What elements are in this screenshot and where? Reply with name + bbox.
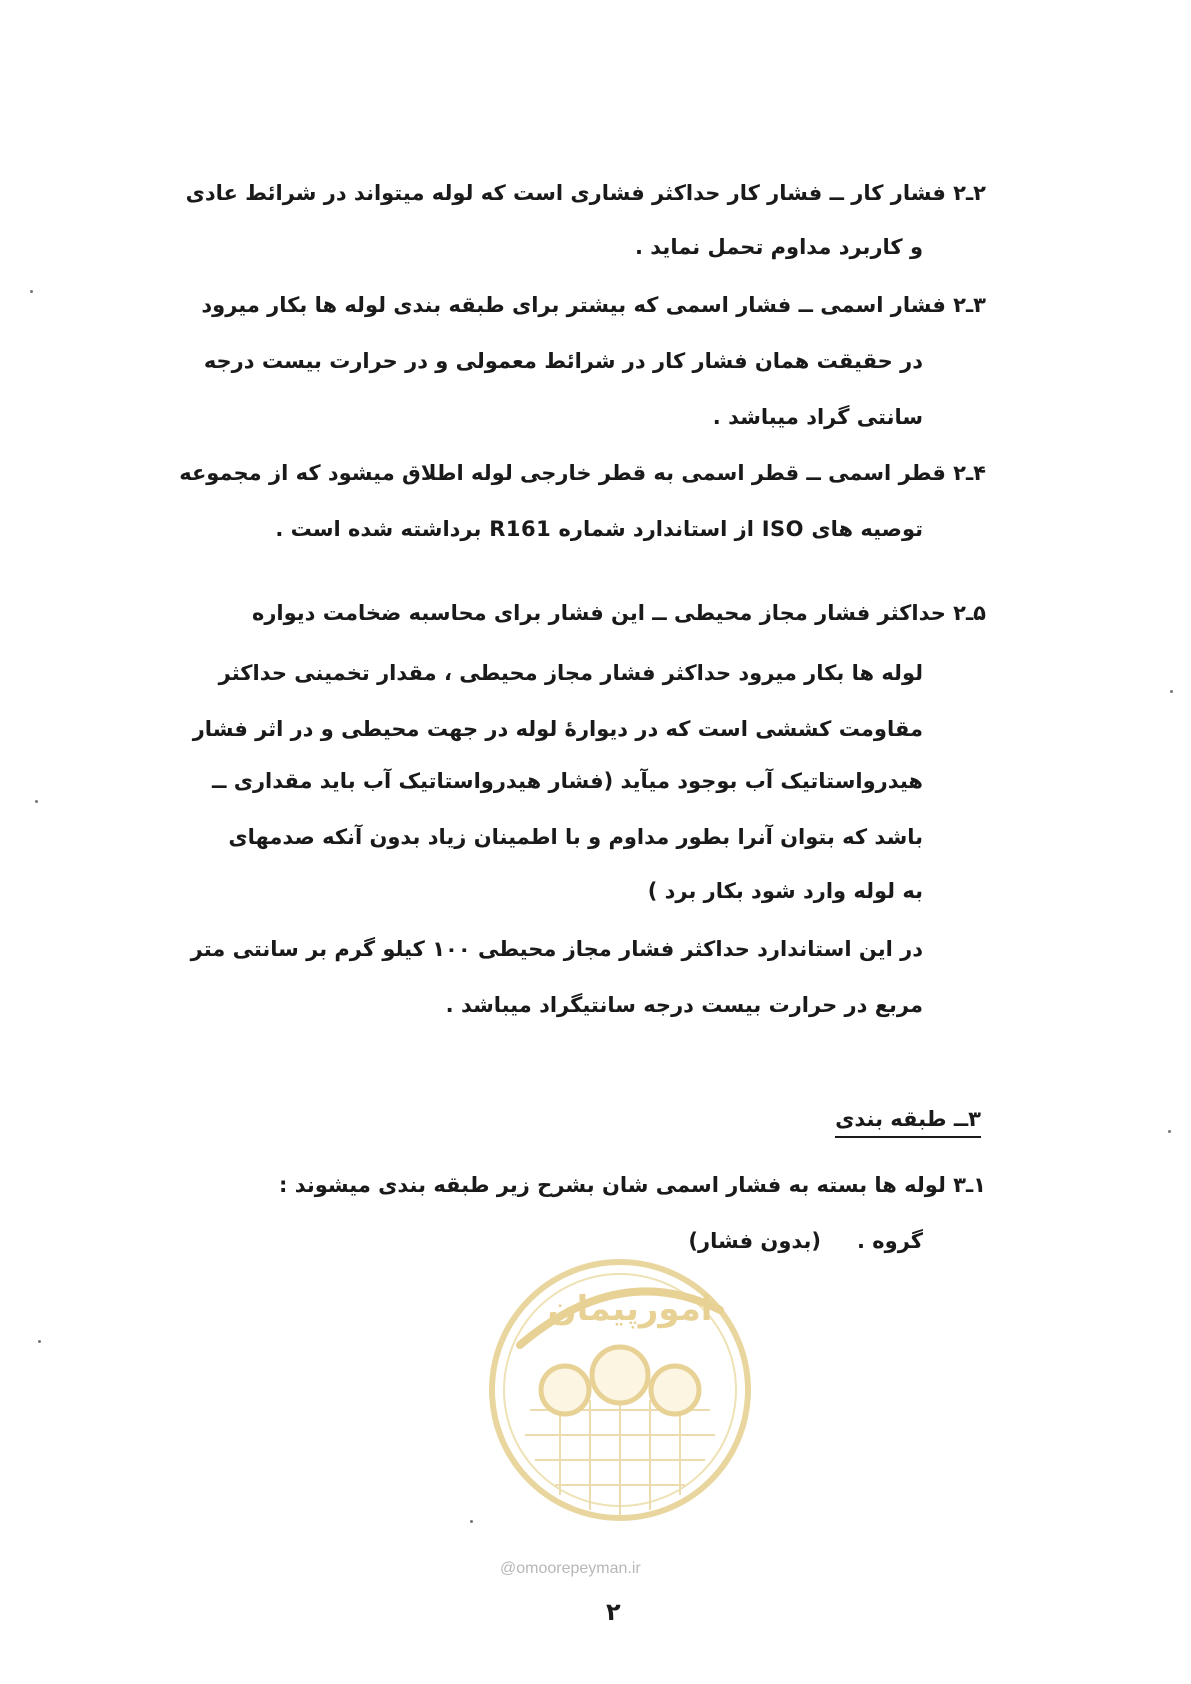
- text-line-5: سانتی گراد میباشد .: [712, 405, 923, 429]
- text-line-7: توصیه های ISO از استاندارد شماره R161 برداشته شده است .: [275, 517, 923, 541]
- text-line-10: مقاومت کششی است که در دیوارهٔ لوله در جهت محیطی و در اثر فشار: [192, 717, 923, 741]
- scan-speck: [1170, 690, 1173, 693]
- text-line-13: به لوله وارد شود بکار برد ): [647, 879, 923, 903]
- text-line-4: در حقیقت همان فشار کار در شرائط معمولی و در حرارت بیست درجه: [203, 349, 923, 373]
- scan-speck: [470, 1520, 473, 1523]
- section-heading: ۳ــ طبقه بندی: [835, 1104, 981, 1138]
- watermark-brand: امورپیمان: [547, 1289, 713, 1329]
- text-line-9: لوله ها بکار میرود حداکثر فشار مجاز محیطی ، مقدار تخمینی حداکثر: [218, 661, 923, 685]
- watermark-seal: [480, 1250, 760, 1534]
- scan-speck: [38, 1340, 41, 1343]
- classification-line: ۱ـ۳ لوله ها بسته به فشار اسمی شان بشرح زیر طبقه بندی میشوند :: [279, 1173, 986, 1197]
- scan-speck: [35, 800, 38, 803]
- scan-speck: [30, 290, 33, 293]
- text-line-14: در این استاندارد حداکثر فشار مجاز محیطی ۱۰۰ کیلو گرم بر سانتی متر: [190, 937, 923, 961]
- text-line-6: ۴ـ۲ قطر اسمی ــ قطر اسمی به قطر خارجی لوله اطلاق میشود که از مجموعه: [179, 461, 986, 485]
- text-line-11: هیدرواستاتیک آب بوجود میآید (فشار هیدرواستاتیک آب باید مقداری ــ: [212, 769, 923, 793]
- watermark-site: @omoorepeyman.ir: [500, 1560, 641, 1577]
- group-value: (بدون فشار): [688, 1229, 821, 1253]
- text-line-8: ۵ـ۲ حداکثر فشار مجاز محیطی ــ این فشار برای محاسبه ضخامت دیواره: [251, 601, 986, 625]
- text-line-2: و کاربرد مداوم تحمل نماید .: [635, 235, 923, 259]
- text-line-1: ۲ـ۲ فشار کار ــ فشار کار حداکثر فشاری است که لوله میتواند در شرائط عادی: [185, 181, 986, 205]
- text-line-15: مربع در حرارت بیست درجه سانتیگراد میباشد .: [445, 993, 923, 1017]
- page-number: ۲: [606, 1598, 621, 1626]
- scan-speck: [1168, 1130, 1171, 1133]
- text-line-12: باشد که بتوان آنرا بطور مداوم و با اطمینان زیاد بدون آنکه صدمهای: [228, 825, 923, 849]
- text-line-3: ۳ـ۲ فشار اسمی ــ فشار اسمی که بیشتر برای طبقه بندی لوله ها بکار میرود: [201, 293, 986, 317]
- group-label: گروه .: [856, 1229, 923, 1253]
